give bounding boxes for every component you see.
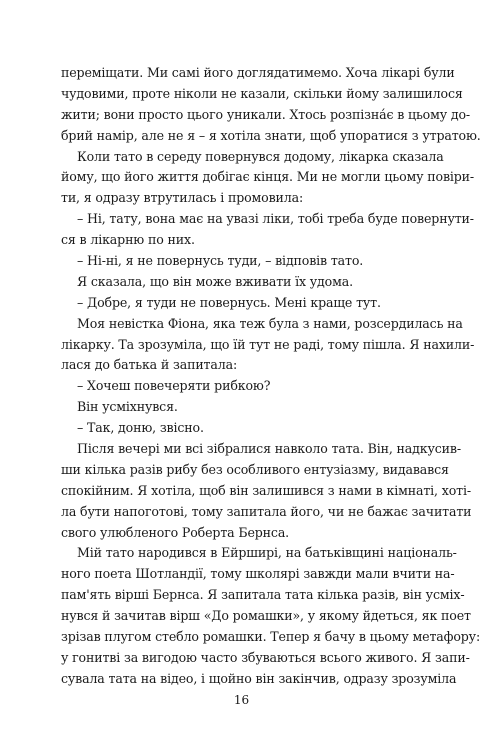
text-line: – Так, доню, звісно.	[77, 420, 204, 436]
text-line: ного поета Шотландії, тому школярі завжди мали вчити на-	[61, 566, 455, 582]
text-line: Мій тато народився в Ейрширі, на батьківщині національ-	[77, 545, 457, 561]
text-line: – Ні-ні, я не повернусь туди, – відповів тато.	[77, 253, 364, 269]
text-line: нувся й зачитав вірш «До ромашки», у якому йдеться, як поет	[61, 608, 471, 624]
text-line: ла бути напоготові, тому запитала його, чи не бажає зачитати	[61, 503, 472, 519]
text-line: зрізав плугом стебло ромашки. Тепер я бачу в цьому метафору:	[61, 629, 481, 645]
text-line: жити; вони просто цього уникали. Хтось розпізна́є в цьому до-	[61, 106, 471, 122]
text-line: йому, що його життя добігає кінця. Ми не могли цьому повіри-	[61, 169, 475, 185]
text-line: ти, я одразу втрутилась і промовила:	[61, 190, 304, 206]
text-line: чудовими, проте ніколи не казали, скільки йому залишилося	[61, 85, 463, 101]
body-text	[61, 63, 481, 690]
text-line: лася до батька й запитала:	[61, 357, 238, 373]
text-line: Коли тато в середу повернувся додому, лікарка сказала	[77, 148, 444, 164]
text-line: спокійним. Я хотіла, щоб він залишився з нами в кімнаті, хоті-	[61, 482, 471, 498]
text-line: переміщати. Ми самі його доглядатимемо. Хоча лікарі були	[61, 65, 455, 80]
page-number: 16	[233, 693, 250, 707]
text-line: сувала тата на відео, і щойно він закінчив, одразу зрозуміла	[61, 670, 457, 686]
text-line: – Ні, тату, вона має на увазі ліки, тобі треба буде повернути-	[77, 211, 474, 227]
text-line: лікарку. Та зрозуміла, що їй тут не раді, тому пішла. Я нахили-	[61, 336, 475, 352]
text-line: – Хочеш повечеряти рибкою?	[77, 378, 271, 394]
text-line: ши кілька разів рибу без особливого ентузіазму, видавався	[61, 461, 449, 477]
text-line: Він усміхнувся.	[77, 399, 178, 415]
text-line: пам'ять вірші Бернса. Я запитала тата кілька разів, він усміх-	[61, 587, 465, 603]
text-line: Я сказала, що він може вживати їх удома.	[77, 273, 353, 289]
text-line: Після вечері ми всі зібралися навколо тата. Він, надкусив-	[77, 441, 461, 457]
text-line: – Добре, я туди не повернусь. Мені краще тут.	[77, 294, 381, 310]
text-line: Моя невістка Фіона, яка теж була з нами, розсердилась на	[77, 315, 463, 331]
text-line: свого улюбленого Роберта Бернса.	[61, 524, 290, 540]
text-line: ся в лікарню по них.	[61, 232, 195, 248]
text-line: брий намір, але не я – я хотіла знати, щоб упоратися з утратою.	[61, 127, 481, 143]
text-line: у гонитві за вигодою часто збуваються всього живого. Я запи-	[61, 649, 470, 665]
